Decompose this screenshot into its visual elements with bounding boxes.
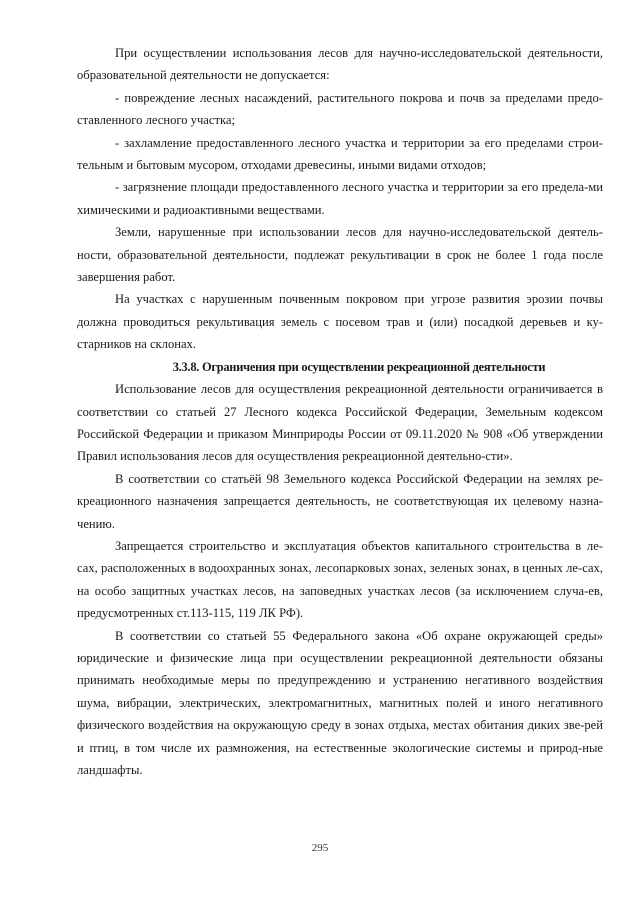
paragraph: Использование лесов для осуществления рекреационной деятельности ограничивается в соответствии со статьей 27 Лесного кодекса Российской Федерации, Земельным кодексом Российской Федерации и приказом Минприроды России от 09.11.2020 № 908 «Об утверждении Правил использования лесов для осуществления рекреационной деятельно-сти». bbox=[77, 382, 603, 464]
paragraph: В соответствии со статьёй 98 Земельного кодекса Российской Федерации на землях ре-креационного назначения запрещается деятельность, не соответствующая их целевому назна-чению. bbox=[77, 471, 603, 531]
document-body bbox=[77, 42, 603, 781]
paragraph: В соответствии со статьей 55 Федерального закона «Об охране окружающей среды» юридические и физические лица при осуществлении рекреационной деятельности обязаны принимать необходимые меры по предупреждению и устранению негативного воздействия шума, вибрации, электрических, электромагнитных, магнитных полей и иного негативного физического воздействия на окружающую среду в зонах отдыха, местах обитания диких зве-рей и птиц, в том числе их размножения, на естественные экологические системы и природ-ные ландшафты. bbox=[77, 628, 603, 777]
section-heading: 3.3.8. Ограничения при осуществлении рекреационной деятельности bbox=[172, 359, 546, 374]
list-item: - повреждение лесных насаждений, растительного покрова и почв за пределами предо-ставленного лесного участка; bbox=[77, 90, 603, 128]
list-item: - захламление предоставленного лесного участка и территории за его пределами строи-тельным и бытовым мусором, отходами древесины, иными видами отходов; bbox=[77, 135, 603, 173]
paragraph: Запрещается строительство и эксплуатация объектов капитального строительства в ле-сах, расположенных в водоохранных зонах, лесопарковых зонах, зеленых зонах, в ценных ле-сах, на особо защитных участках лесов, на заповедных участках лесов (за исключением случа-ев, предусмотренных ст.113-115, 119 ЛК РФ). bbox=[77, 538, 603, 621]
paragraph: На участках с нарушенным почвенным покровом при угрозе развития эрозии почвы должна проводиться рекультивация земель с посевом трав и (или) посадкой деревьев и ку-старников на склонах. bbox=[77, 292, 603, 352]
paragraph: Земли, нарушенные при использовании лесов для научно-исследовательской деятель-ности, образовательной деятельности, подлежат рекультивации в срок не более 1 года после завершения работ. bbox=[77, 225, 603, 285]
paragraph: При осуществлении использования лесов для научно-исследовательской деятельности, образовательной деятельности не допускается: bbox=[77, 46, 603, 83]
page-number: 295 bbox=[311, 842, 329, 854]
list-item: - загрязнение площади предоставленного лесного участка и территории за его предела-ми химическими и радиоактивными веществами. bbox=[77, 180, 603, 217]
